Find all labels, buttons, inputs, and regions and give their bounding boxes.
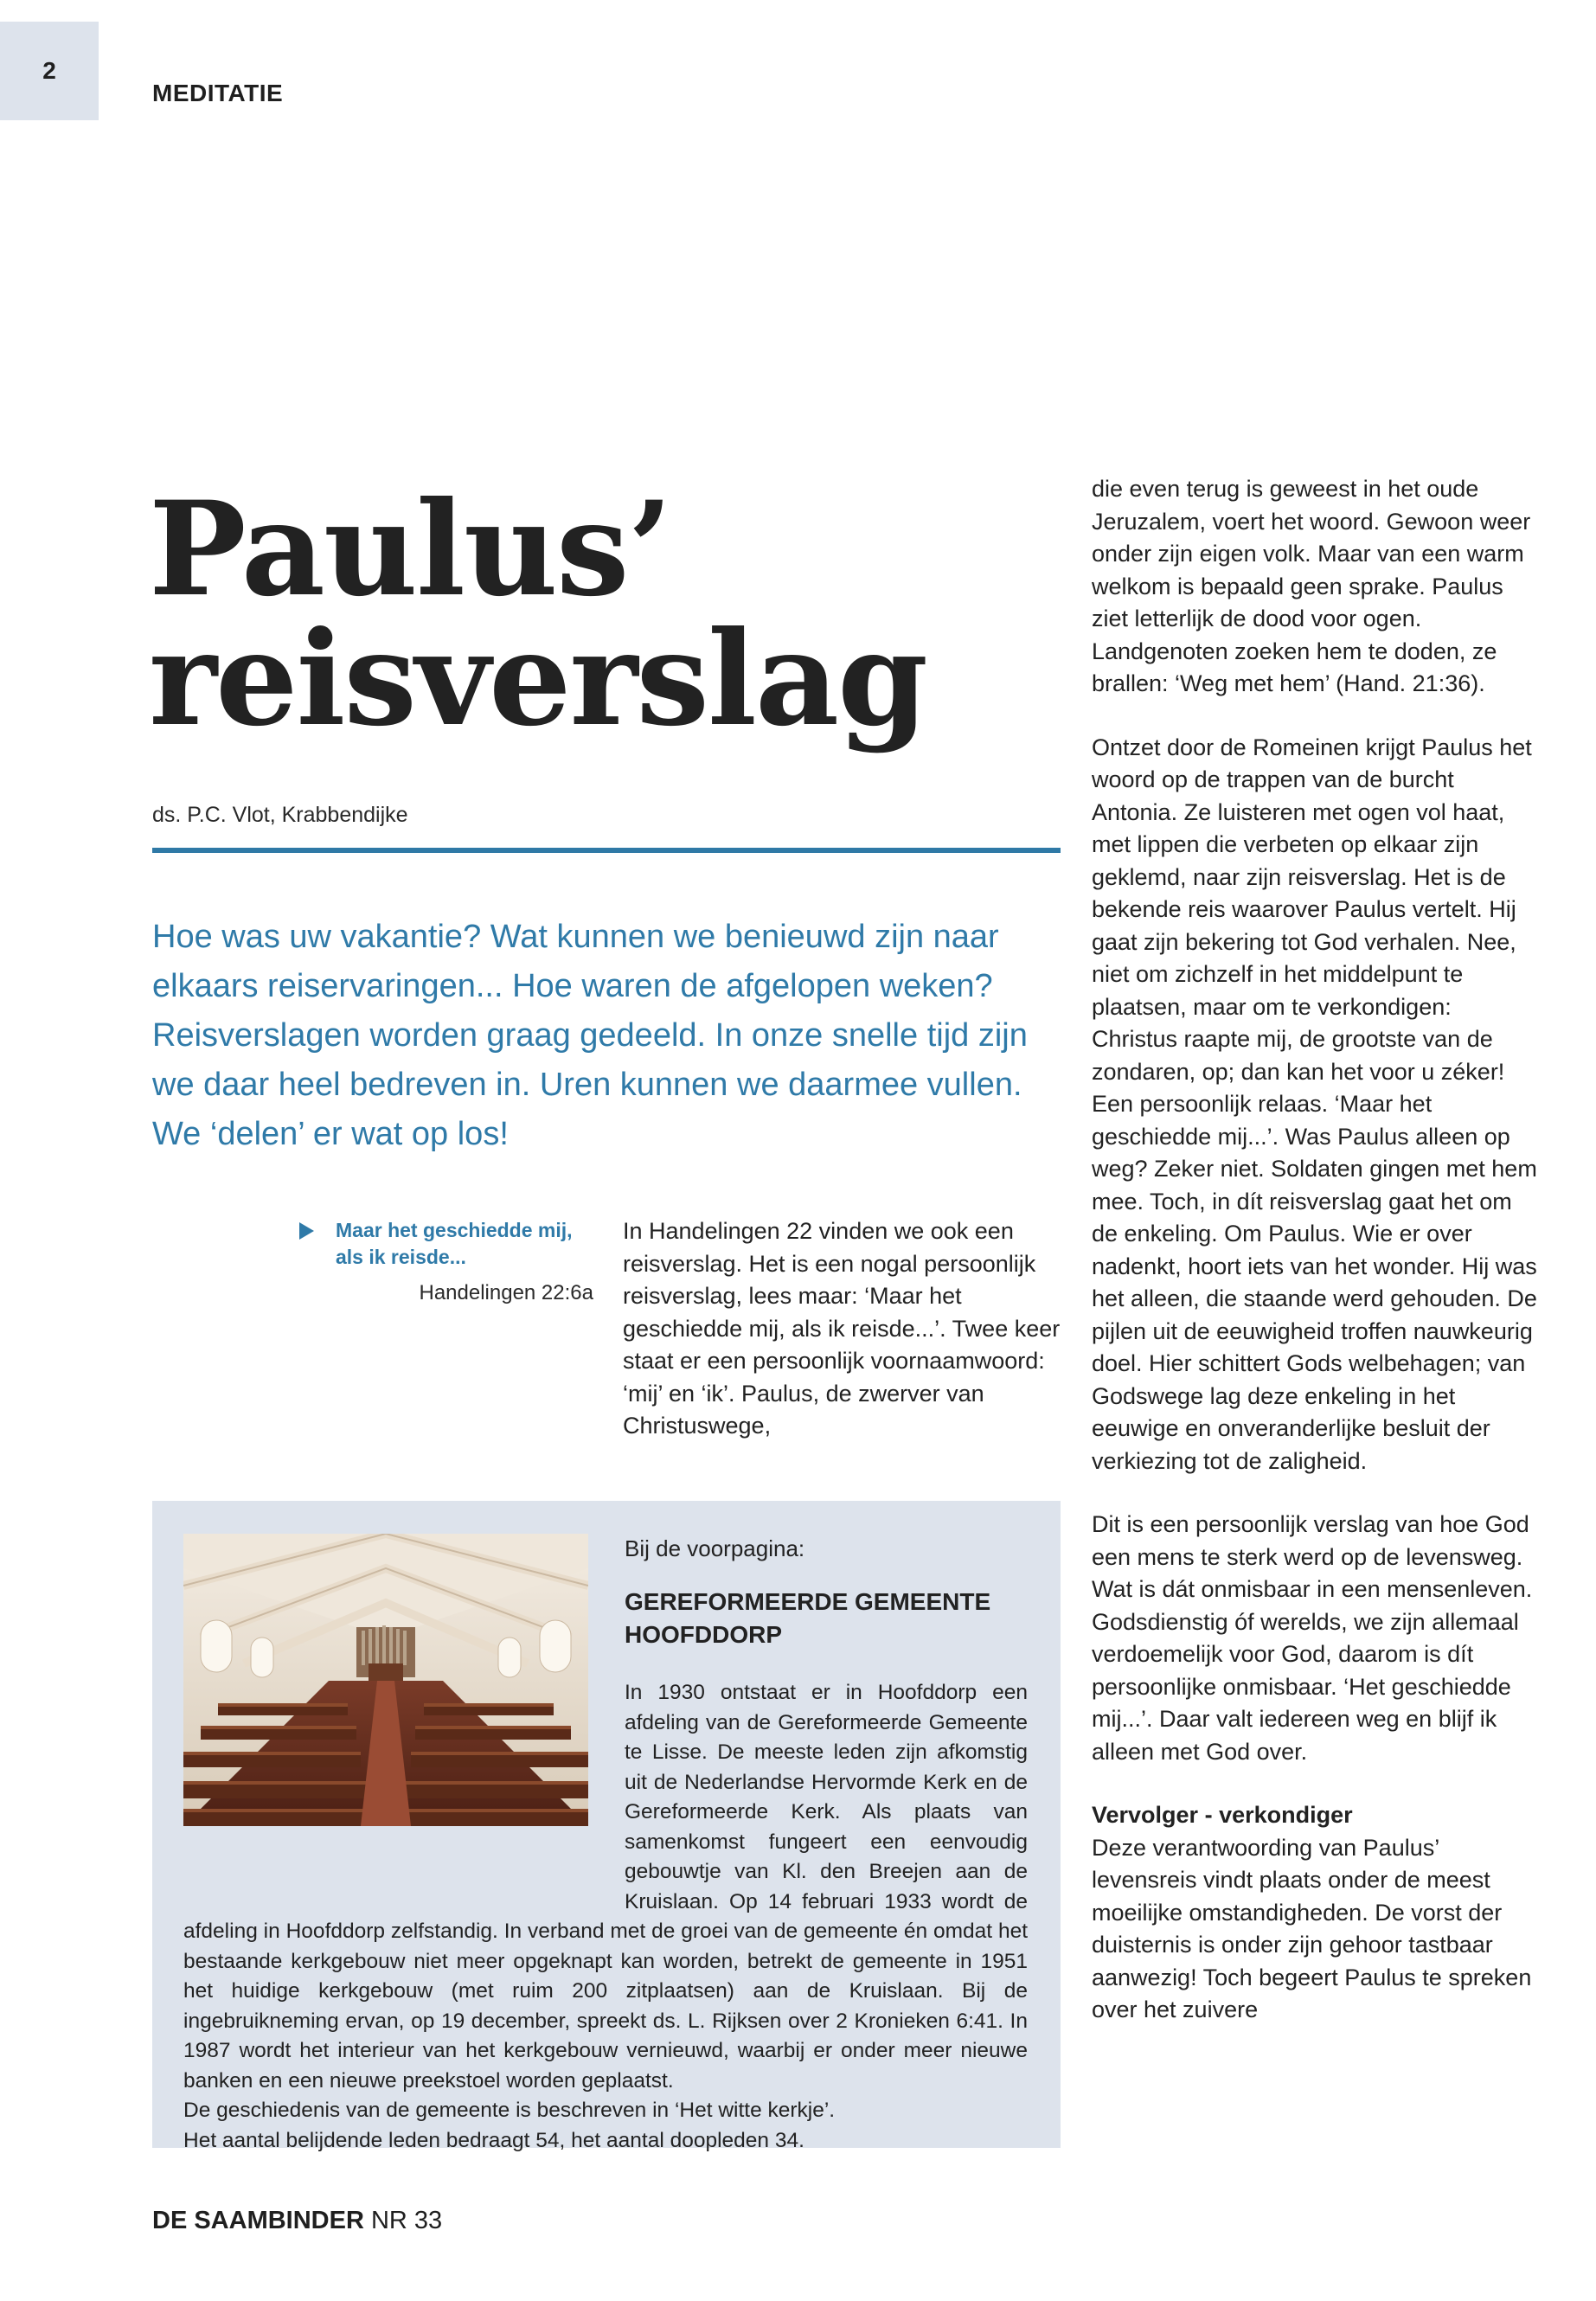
section-label: MEDITATIE xyxy=(152,80,284,106)
page-footer xyxy=(152,2207,442,2235)
sidebar-paragraph-2: De geschiedenis van de gemeente is beschreven in ‘Het witte kerkje’. xyxy=(183,2099,836,2122)
sidebar-text xyxy=(183,1678,1028,2156)
right-paragraph-3: Dit is een persoonlijk verslag van hoe God een mens te sterk werd op de levensweg. Wat is dát onmisbaar in een mensenleven. Godsdienstig óf werelds, we zijn allemaal verdoemelijk voor God, daarom is dít persoonlijke onmisbaar. ‘Het geschiedde mij...’. Daar valt iedereen weg en blijf ik alleen met God over. xyxy=(1092,1511,1533,1765)
right-column xyxy=(1092,473,1542,2027)
right-paragraph-1: die even terug is geweest in het oude Jeruzalem, voert het woord. Gewoon weer onder zijn eigen volk. Maar van een warm welkom is bepaald geen sprake. Paulus ziet letterlijk de dood voor ogen. Landgenoten zoeken hem te doden, ze brallen: ‘Weg met hem’ (Hand. 21:36). xyxy=(1092,476,1531,696)
scripture-quote xyxy=(299,1217,593,1305)
sidebar-paragraph-1: In 1930 ontstaat er in Hoofddorp een afdeling van de Gereformeerde Gemeente te Lisse. De meeste leden zijn afkomstig uit de Nederlandse Hervormde Kerk en de Gereformeerde Kerk. Als plaats van samenkomst fungeert een eenvoudig gebouwtje van Kl. den Breejen aan de Kruislaan. Op 14 februari 1933 wordt de afdeling in Hoofddorp zelfstandig. In verband met de groei van de gemeente én omdat het bestaande kerkgebouw niet meer opgeknapt kan worden, betrekt de gemeente in 1951 het huidige kerkgebouw (met ruim 200 zitplaatsen) aan de Kruislaan. Bij de ingebruikneming ervan, op 19 december, spreekt ds. L. Rijksen over 2 Kronieken 6:41. In 1987 wordt het interieur van het kerkgebouw vernieuwd, waarbij er onder meer nieuwe banken en een nieuwe preekstoel worden geplaatst. xyxy=(183,1681,1028,2093)
middle-column-text: In Handelingen 22 vinden we ook een reisverslag. Het is een nogal persoonlijk reisverslag, lees maar: ‘Maar het geschiedde mij, als ik reisde...’. Twee keer staat er een persoonlijk voornaamwoord: ‘mij’ en ‘ik’. Paulus, de zwerver van Christuswege, xyxy=(623,1218,1061,1439)
quote-text: Maar het geschiedde mij, als ik reisde... xyxy=(336,1219,573,1268)
right-paragraph-2: Ontzet door de Romeinen krijgt Paulus het woord op de trappen van de burcht Antonia. Ze luisteren met ogen vol haat, met lippen die verbeten op elkaar zijn geklemd, naar zijn reisverslag. Het is de bekende reis waarover Paulus vertelt. Hij gaat zijn bekering tot God verhalen. Nee, niet om zichzelf in het middelpunt te plaatsen, maar om te verkondigen: Christus raapte mij, de grootste van de zondaren, op; dan kan het voor u zéker! Een persoonlijk relaas. ‘Maar het geschiedde mij...’. Was Paulus alleen op weg? Zeker niet. Soldaten gingen met hem mee. Toch, in dít reisverslag gaat het om de enkeling. Om Paulus. Wie er over nadenkt, hoort iets van het wonder. Hij was het alleen, die staande werd gehouden. De pijlen uit de eeuwigheid troffen nauwkeurig doel. Hier schittert Gods welbehagen; van Godswege lag deze enkeling in het eeuwige en onveranderlijke besluit der verkiezing tot de zaligheid. xyxy=(1092,734,1537,1474)
page-number-tab xyxy=(0,22,99,120)
middle-column xyxy=(623,1215,1064,1443)
sidebar-label: Bij de voorpagina: xyxy=(625,1535,805,1561)
magazine-name: DE SAAMBINDER xyxy=(152,2207,364,2234)
page-number: 2 xyxy=(42,57,56,84)
subheading: Vervolger - verkondiger xyxy=(1092,1802,1353,1828)
issue-number: NR 33 xyxy=(370,2207,443,2234)
triangle-bullet-icon xyxy=(299,1222,314,1240)
title-line-1: Paulus’ xyxy=(149,473,671,625)
title-divider xyxy=(152,848,1061,853)
article-title xyxy=(149,473,1057,755)
sidebar-paragraph-3: Het aantal belijdende leden bedraagt 54, het aantal doopleden 34. xyxy=(183,2128,804,2152)
title-line-2: reisverslag xyxy=(149,603,927,755)
right-paragraph-4: Deze verantwoording van Paulus’ levensreis vindt plaats onder de meest moeilijke omstandigheden. De vorst der duisternis is onder zijn gehoor tastbaar aanwezig! Toch begeert Paulus te spreken over het zuivere xyxy=(1092,1834,1532,2022)
quote-reference: Handelingen 22:6a xyxy=(419,1281,593,1304)
intro-paragraph: Hoe was uw vakantie? Wat kunnen we benieuwd zijn naar elkaars reiservaringen... Hoe waren de afgelopen weken? Reisverslagen worden graag gedeeld. In onze snelle tijd zijn we daar heel bedreven in. Uren kunnen we daarmee vullen. We ‘delen’ er wat op los! xyxy=(152,919,1028,1152)
sidebar-title: GEREFORMEERDE GEMEENTE HOOFDDORP xyxy=(625,1588,991,1648)
author-byline: ds. P.C. Vlot, Krabbendijke xyxy=(152,803,408,827)
